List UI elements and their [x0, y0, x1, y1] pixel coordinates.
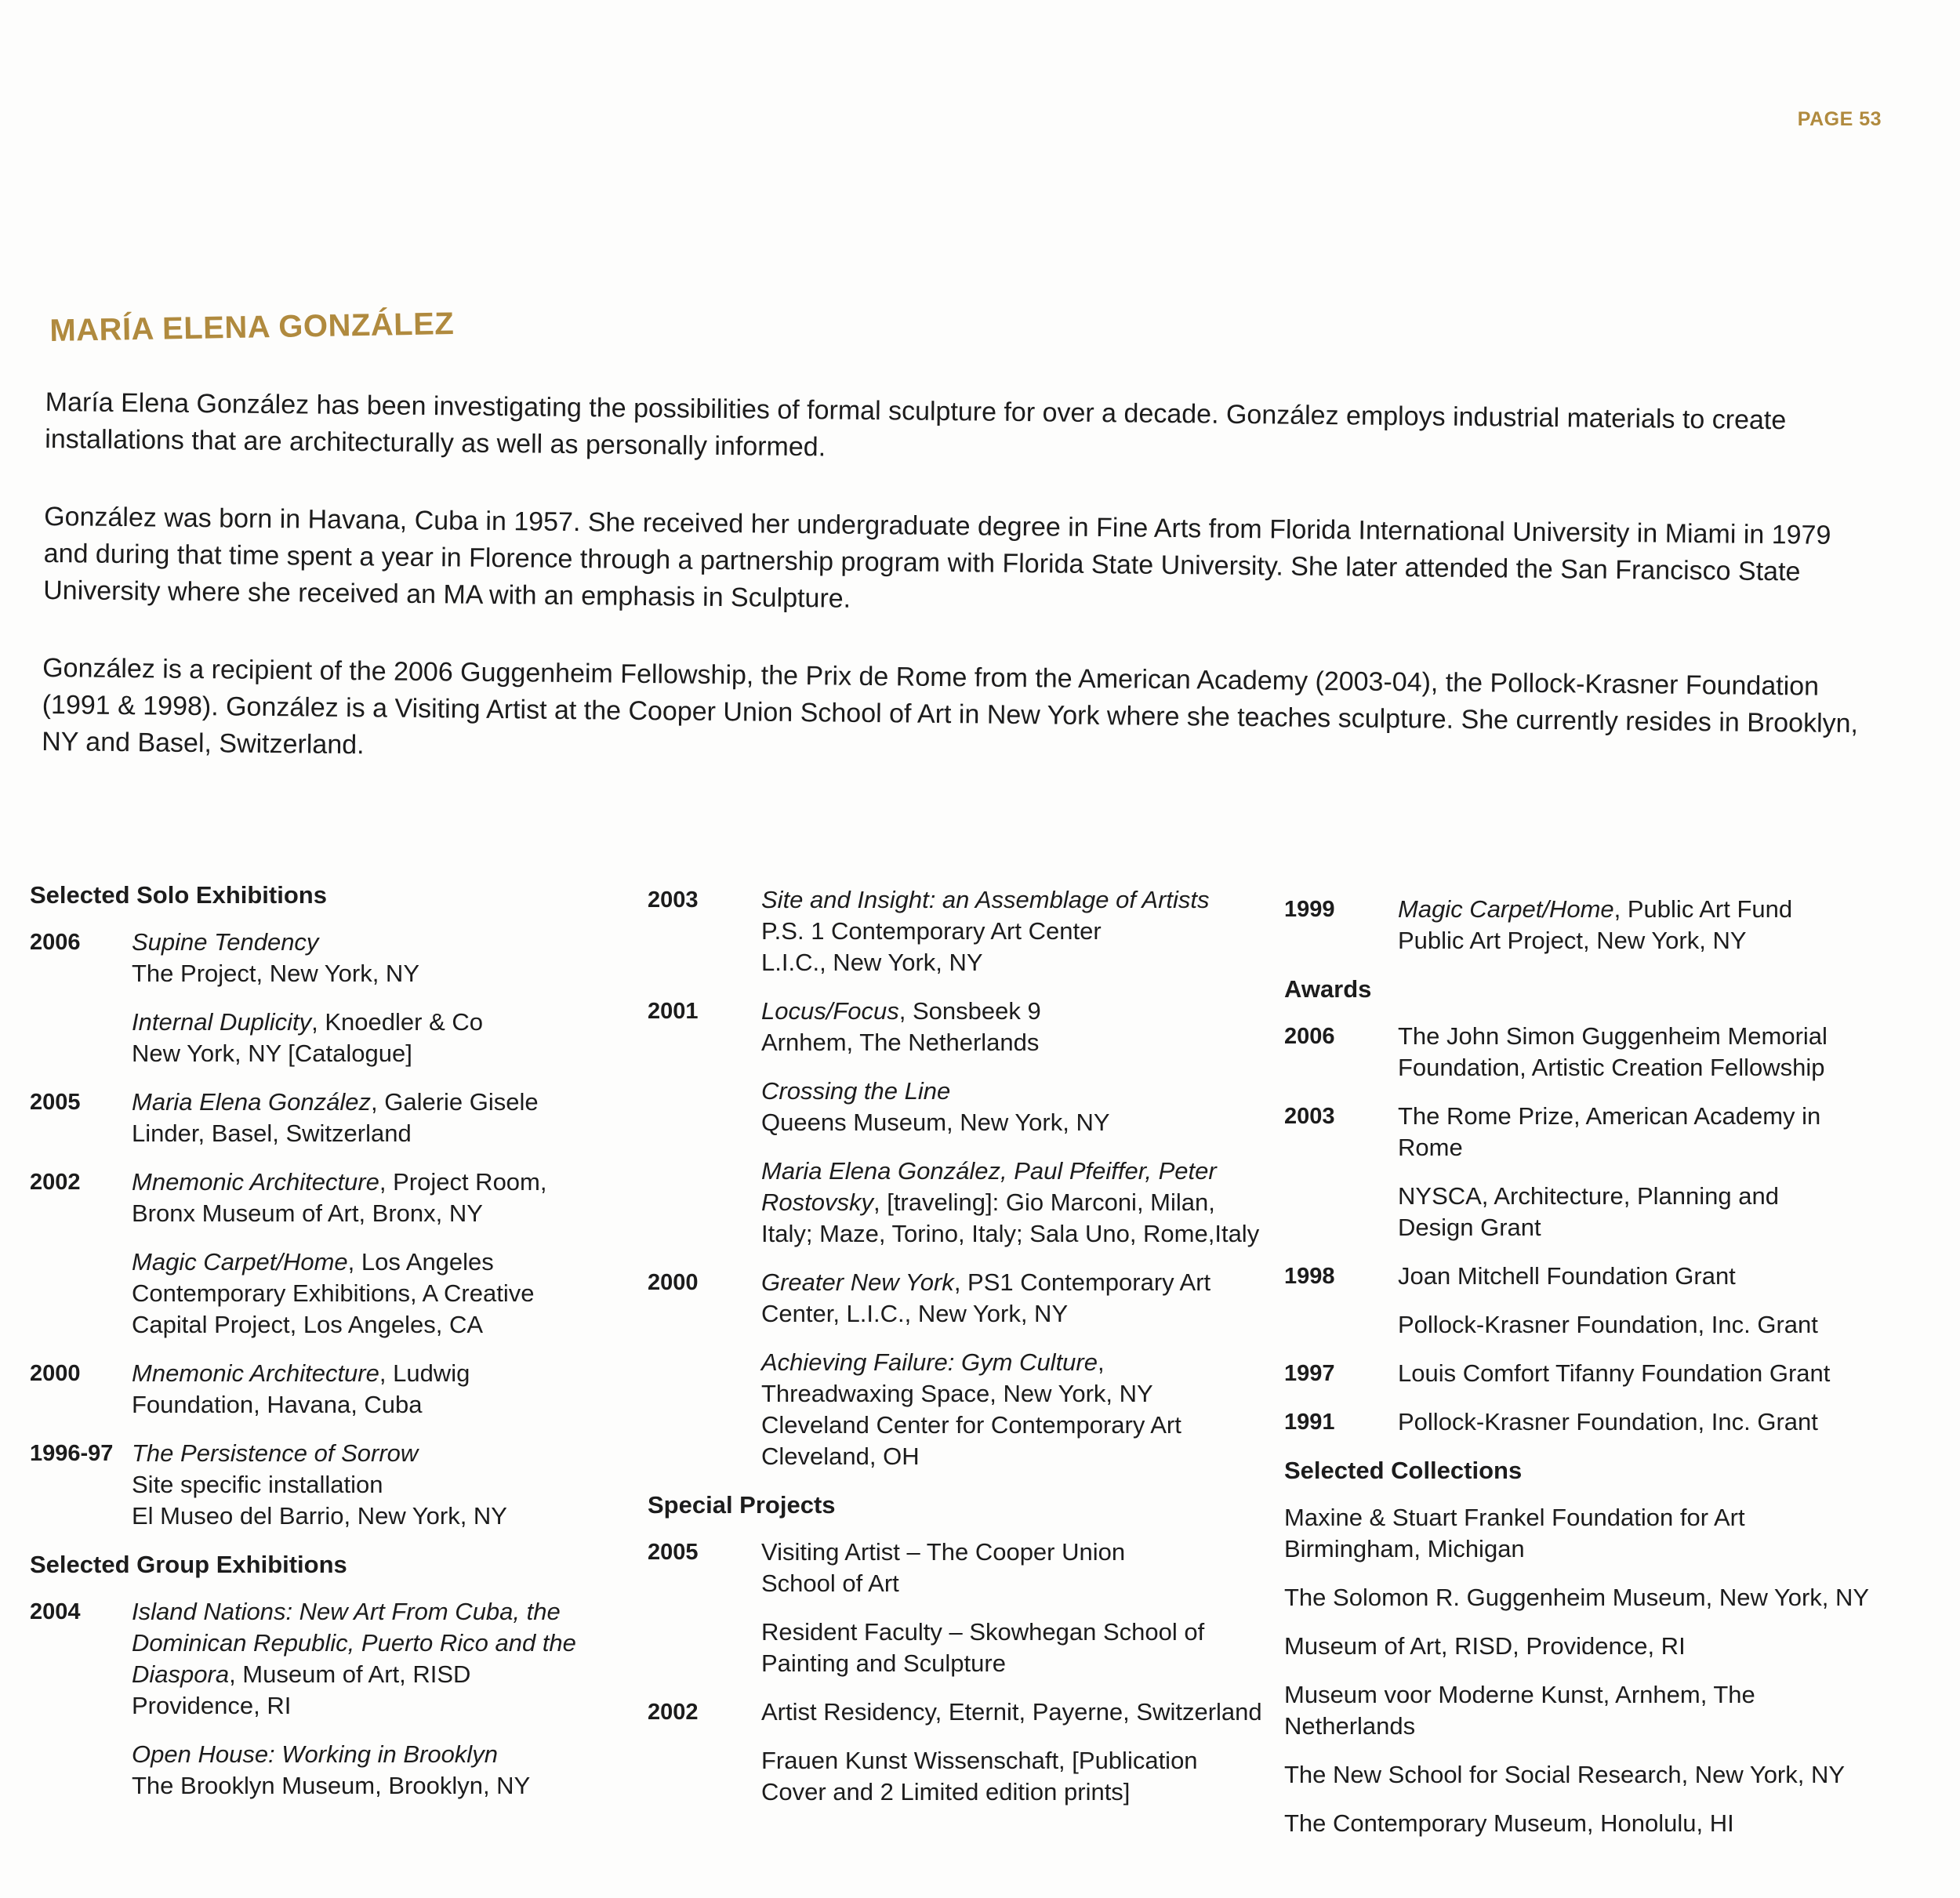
cv-entry — [30, 1739, 594, 1802]
collection-line: Museum of Art, RISD, Providence, RI — [1284, 1632, 1686, 1660]
entry-year — [1284, 1181, 1398, 1243]
special-projects-heading: Special Projects — [648, 1491, 836, 1519]
entry-title: Site and Insight: an Assemblage of Artists — [761, 886, 1210, 913]
collection-line: The Solomon R. Guggenheim Museum, New York, NY — [1284, 1584, 1870, 1611]
entry-line: NYSCA, Architecture, Planning and — [1398, 1182, 1779, 1210]
entry-title: Magic Carpet/Home — [1398, 895, 1614, 923]
group-exhibitions-list-continued — [648, 884, 1267, 1472]
entry-line: The Project, New York, NY — [132, 960, 419, 987]
entry-line: Capital Project, Los Angeles, CA — [132, 1311, 484, 1338]
entry-line: El Museo del Barrio, New York, NY — [132, 1502, 507, 1530]
collection-line: Maxine & Stuart Frankel Foundation for Art — [1284, 1504, 1745, 1531]
page-number: PAGE 53 — [1797, 108, 1882, 130]
entry-year: 2001 — [648, 999, 699, 1024]
entry-title-line — [761, 1347, 1267, 1378]
cv-entry — [648, 1697, 1267, 1728]
entry-year — [648, 1347, 761, 1472]
entry-line: The Rome Prize, American Academy in Rome — [1398, 1102, 1821, 1161]
entry-line: The John Simon Guggenheim Memorial — [1398, 1022, 1828, 1050]
entry-year — [30, 1739, 132, 1802]
entry-line: Cleveland, OH — [761, 1443, 920, 1470]
bio-paragraph: González was born in Havana, Cuba in 1957. She received her undergraduate degree in Fine Arts from Florida International University in Miami in 1979 and during that time spent a year in Florence through a partnership program with Florida State University. She later attended the San Francisco State University where she received an MA with an emphasis in Sculpture. — [43, 501, 1831, 614]
entry-line: Pollock-Krasner Foundation, Inc. Grant — [1398, 1311, 1818, 1338]
entry-title-line: Dominican Republic, Puerto Rico and the — [132, 1629, 576, 1657]
cv-entry — [1284, 1181, 1880, 1243]
entry-line: Pollock-Krasner Foundation, Inc. Grant — [1398, 1408, 1818, 1435]
entry-title: Mnemonic Architecture — [132, 1168, 379, 1196]
entry-title-line — [761, 996, 1267, 1027]
entry-title-line — [132, 1247, 594, 1278]
collection-line: Birmingham, Michigan — [1284, 1535, 1525, 1562]
entry-title-line: Maria Elena González, Paul Pfeiffer, Peter — [761, 1157, 1217, 1185]
entry-line: Site specific installation — [132, 1471, 383, 1498]
cv-entry — [648, 1617, 1267, 1679]
collections-list — [1284, 1502, 1880, 1839]
entry-year — [648, 1617, 761, 1679]
entry-year: 2003 — [1284, 1104, 1335, 1129]
entry-detail: , Los Angeles — [347, 1248, 494, 1276]
entry-line: Foundation, Havana, Cuba — [132, 1391, 423, 1418]
entry-title: Locus/Focus — [761, 997, 899, 1025]
entry-detail: , Galerie Gisele — [371, 1088, 539, 1116]
entry-line: L.I.C., New York, NY — [761, 949, 983, 976]
cv-entry — [648, 1267, 1267, 1330]
cv-entry — [30, 1087, 594, 1149]
entry-year: 2002 — [30, 1170, 81, 1195]
cv-entry — [648, 1076, 1267, 1138]
entry-year: 2005 — [648, 1540, 699, 1565]
entry-line: New York, NY [Catalogue] — [132, 1040, 412, 1067]
cv-entry — [30, 1007, 594, 1069]
entry-title-line — [132, 1438, 594, 1469]
cv-entry — [648, 1745, 1267, 1808]
entry-line: Joan Mitchell Foundation Grant — [1398, 1262, 1736, 1290]
bio-paragraph: González is a recipient of the 2006 Guggenheim Fellowship, the Prix de Rome from the American Academy (2003-04), the Pollock-Krasner Foundation (1991 & 1998). González is a Visiting Artist at the Cooper Union School of Art in New York where she teaches sculpture. She currently resides in Brooklyn, NY and Basel, Switzerland. — [42, 652, 1859, 760]
entry-description — [1398, 1181, 1880, 1243]
entry-description — [132, 1247, 594, 1341]
entry-year — [648, 1745, 761, 1808]
entry-title-line — [761, 1076, 1267, 1107]
entry-title: Internal Duplicity — [132, 1008, 312, 1036]
cv-entry — [1284, 1406, 1880, 1438]
entry-description — [1398, 1358, 1880, 1389]
entry-year — [30, 1007, 132, 1069]
entry-line: Visiting Artist – The Cooper Union — [761, 1538, 1126, 1566]
group-exhibitions-list-continued — [1284, 894, 1880, 956]
cv-entry — [1284, 1358, 1880, 1389]
entry-title: Achieving Failure: Gym Culture — [761, 1348, 1098, 1376]
entry-title-line — [761, 1187, 1267, 1218]
cv-column-left — [30, 880, 594, 1819]
entry-description — [132, 1596, 594, 1722]
entry-title: Open House: Working in Brooklyn — [132, 1740, 498, 1768]
entry-description — [132, 1438, 594, 1532]
cv-entry — [1284, 1101, 1880, 1163]
cv-entry — [30, 1596, 594, 1722]
entry-description — [761, 884, 1267, 978]
bio-paragraph: María Elena González has been investigating the possibilities of formal sculpture for over a decade. González employs industrial materials to create installations that are architecturally as well as personally informed. — [45, 386, 1787, 463]
entry-title-line — [761, 884, 1267, 916]
entry-year: 1997 — [1284, 1361, 1335, 1386]
entry-description — [761, 1156, 1267, 1250]
entry-year: 1999 — [1284, 897, 1335, 922]
awards-list — [1284, 1021, 1880, 1438]
solo-exhibitions-heading: Selected Solo Exhibitions — [30, 881, 327, 909]
entry-detail: , Ludwig — [379, 1359, 470, 1387]
entry-title: Diaspora — [132, 1660, 230, 1688]
collection-line: The Contemporary Museum, Honolulu, HI — [1284, 1809, 1734, 1837]
entry-title: Mnemonic Architecture — [132, 1359, 379, 1387]
entry-title-line — [1398, 894, 1880, 925]
entry-year: 2006 — [30, 930, 81, 955]
entry-description — [761, 1617, 1267, 1679]
entry-detail: , Museum of Art, RISD — [229, 1660, 471, 1688]
entry-year: 2000 — [648, 1270, 699, 1295]
entry-description — [761, 1267, 1267, 1330]
entry-line: Frauen Kunst Wissenschaft, [Publication — [761, 1747, 1198, 1774]
cv-entry — [30, 1247, 594, 1341]
collection-item — [1284, 1759, 1880, 1791]
awards-heading: Awards — [1284, 975, 1372, 1003]
entry-title-line — [132, 1087, 594, 1118]
entry-title: Supine Tendency — [132, 928, 319, 956]
entry-title: Maria Elena González — [132, 1088, 371, 1116]
entry-line: Queens Museum, New York, NY — [761, 1109, 1110, 1136]
entry-line: Artist Residency, Eternit, Payerne, Switzerland — [761, 1698, 1262, 1726]
entry-line: Foundation, Artistic Creation Fellowship — [1398, 1054, 1825, 1081]
entry-line: Cover and 2 Limited edition prints] — [761, 1778, 1131, 1805]
entry-line: Bronx Museum of Art, Bronx, NY — [132, 1199, 483, 1227]
entry-line: P.S. 1 Contemporary Art Center — [761, 917, 1102, 945]
cv-entry — [30, 1167, 594, 1229]
entry-detail: , PS1 Contemporary Art — [953, 1268, 1211, 1296]
entry-title: Crossing the Line — [761, 1077, 951, 1105]
entry-description — [132, 927, 594, 989]
entry-line: Design Grant — [1398, 1214, 1541, 1241]
entry-description — [761, 1537, 1267, 1599]
entry-description — [1398, 1101, 1880, 1163]
entry-line: Cleveland Center for Contemporary Art — [761, 1411, 1181, 1439]
cv-column-middle — [648, 884, 1267, 1825]
entry-description — [132, 1739, 594, 1802]
entry-line: The Brooklyn Museum, Brooklyn, NY — [132, 1772, 531, 1799]
collection-line: The New School for Social Research, New York, NY — [1284, 1761, 1846, 1788]
entry-description — [1398, 1406, 1880, 1438]
cv-entry — [30, 1358, 594, 1421]
cv-entry — [648, 884, 1267, 978]
special-projects-list — [648, 1537, 1267, 1808]
entry-line: Providence, RI — [132, 1692, 292, 1719]
entry-line: Contemporary Exhibitions, A Creative — [132, 1279, 535, 1307]
entry-description — [1398, 1021, 1880, 1083]
entry-line: Center, L.I.C., New York, NY — [761, 1300, 1069, 1327]
entry-description — [1398, 1261, 1880, 1292]
entry-title-line — [132, 1358, 594, 1389]
entry-title: The Persistence of Sorrow — [132, 1439, 419, 1467]
entry-title-line — [761, 1267, 1267, 1298]
artist-name-heading: MARÍA ELENA GONZÁLEZ — [49, 306, 455, 348]
entry-year: 2002 — [648, 1700, 699, 1725]
cv-entry — [648, 1156, 1267, 1250]
entry-line: Louis Comfort Tifanny Foundation Grant — [1398, 1359, 1831, 1387]
entry-description — [132, 1087, 594, 1149]
entry-year: 1991 — [1284, 1410, 1335, 1435]
entry-line: Arnhem, The Netherlands — [761, 1029, 1040, 1056]
entry-year: 2003 — [648, 887, 699, 913]
cv-entry — [1284, 1261, 1880, 1292]
entry-detail: , — [1098, 1348, 1105, 1376]
group-exhibitions-list — [30, 1596, 594, 1802]
entry-title-line — [132, 1739, 594, 1770]
entry-year: 2005 — [30, 1090, 81, 1115]
entry-line: Linder, Basel, Switzerland — [132, 1120, 412, 1147]
cv-entry — [648, 1537, 1267, 1599]
cv-entry — [648, 996, 1267, 1058]
entry-description — [1398, 894, 1880, 956]
collections-heading: Selected Collections — [1284, 1457, 1523, 1484]
entry-title-line: Island Nations: New Art From Cuba, the — [132, 1598, 561, 1625]
entry-line: Italy; Maze, Torino, Italy; Sala Uno, Rome,Italy — [761, 1220, 1260, 1247]
entry-year: 1996-97 — [30, 1441, 114, 1466]
entry-title: Magic Carpet/Home — [132, 1248, 348, 1276]
entry-description — [132, 1358, 594, 1421]
entry-detail: , Knoedler & Co — [311, 1008, 484, 1036]
collection-item — [1284, 1582, 1880, 1613]
entry-title: Greater New York — [761, 1268, 954, 1296]
cv-entry — [1284, 894, 1880, 956]
cv-entry — [648, 1347, 1267, 1472]
entry-description — [132, 1007, 594, 1069]
cv-entry — [1284, 1309, 1880, 1341]
entry-year: 1998 — [1284, 1264, 1335, 1289]
collection-item — [1284, 1502, 1880, 1565]
entry-year: 2006 — [1284, 1024, 1335, 1049]
entry-year — [30, 1247, 132, 1341]
solo-exhibitions-list — [30, 927, 594, 1532]
entry-line: Threadwaxing Space, New York, NY — [761, 1380, 1153, 1407]
collection-item — [1284, 1808, 1880, 1839]
entry-description — [761, 996, 1267, 1058]
collection-item — [1284, 1631, 1880, 1662]
collection-item — [1284, 1679, 1880, 1742]
cv-column-right — [1284, 894, 1880, 1856]
entry-description — [761, 1347, 1267, 1472]
entry-line: Resident Faculty – Skowhegan School of — [761, 1618, 1205, 1646]
entry-year — [648, 1156, 761, 1250]
entry-description — [761, 1697, 1267, 1728]
entry-description — [761, 1076, 1267, 1138]
entry-title: Rostovsky — [761, 1189, 873, 1216]
group-exhibitions-heading: Selected Group Exhibitions — [30, 1551, 347, 1578]
entry-year: 2004 — [30, 1599, 81, 1624]
entry-description — [1398, 1309, 1880, 1341]
entry-detail: , Sonsbeek 9 — [898, 997, 1041, 1025]
entry-year: 2000 — [30, 1361, 81, 1386]
entry-line: Painting and Sculpture — [761, 1649, 1006, 1677]
entry-year — [648, 1076, 761, 1138]
entry-description — [132, 1167, 594, 1229]
entry-title-line — [132, 1167, 594, 1198]
cv-entry — [1284, 1021, 1880, 1083]
entry-detail: , [traveling]: Gio Marconi, Milan, — [873, 1189, 1215, 1216]
entry-year — [1284, 1309, 1398, 1341]
entry-line: Public Art Project, New York, NY — [1398, 927, 1747, 954]
entry-title-line — [132, 1007, 594, 1038]
cv-entry — [30, 1438, 594, 1532]
entry-title-line — [132, 1659, 594, 1690]
entry-line: School of Art — [761, 1570, 899, 1597]
artist-biography — [41, 384, 1879, 820]
collection-line: Museum voor Moderne Kunst, Arnhem, The Netherlands — [1284, 1681, 1755, 1740]
entry-detail: , Public Art Fund — [1613, 895, 1793, 923]
entry-title-line — [132, 927, 594, 958]
entry-detail: , Project Room, — [379, 1168, 547, 1196]
cv-entry — [30, 927, 594, 989]
entry-description — [761, 1745, 1267, 1808]
